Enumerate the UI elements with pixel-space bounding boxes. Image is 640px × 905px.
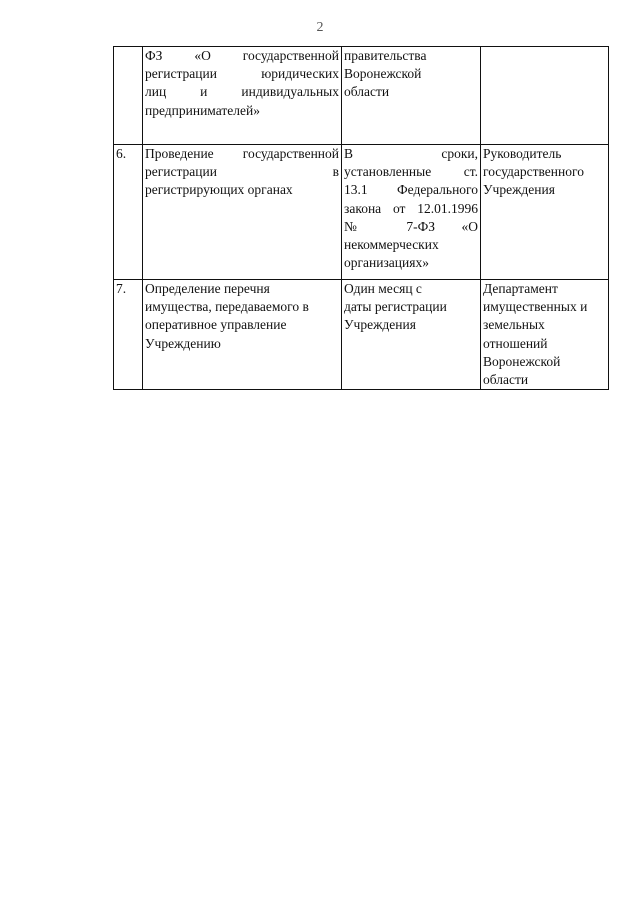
table-row [114, 47, 609, 145]
responsible-line: области [483, 372, 529, 388]
action-line: предпринимателей» [145, 102, 260, 118]
action-line: Учреждению [145, 335, 221, 351]
action-line: Определение перечня [145, 281, 270, 296]
action-cell [143, 47, 342, 145]
responsible-line: Воронежской [483, 353, 561, 369]
action-cell [143, 280, 342, 390]
action-line: регистрации юридических [145, 66, 339, 82]
term-line: Учреждения [344, 317, 416, 333]
responsible-line: Руководитель [483, 146, 562, 161]
term-line: некоммерческих [344, 237, 439, 253]
term-line: организациях» [344, 255, 429, 271]
responsible-line: Департамент [483, 281, 558, 296]
action-line: Проведение государственной [145, 146, 339, 161]
responsible-line: земельных [483, 317, 545, 333]
row-number-cell: 7. [114, 280, 143, 390]
term-line: В сроки, [344, 146, 478, 161]
term-line: даты регистрации [344, 299, 447, 315]
term-line: установленные ст. [344, 164, 478, 180]
term-cell [342, 47, 481, 145]
term-cell [342, 280, 481, 390]
term-line: правительства [344, 48, 427, 63]
action-line: регистрирующих органах [145, 182, 293, 198]
term-cell [342, 145, 481, 280]
action-line: имущества, передаваемого в [145, 299, 309, 315]
term-line: области [344, 84, 390, 100]
action-line: лиц и индивидуальных [145, 84, 339, 100]
action-cell [143, 145, 342, 280]
page-number: 2 [316, 20, 324, 35]
responsible-line: имущественных и [483, 299, 588, 315]
action-line: регистрации в [145, 164, 339, 180]
table-row [114, 145, 609, 280]
term-line: Один месяц с [344, 281, 422, 296]
term-line: 13.1 Федерального [344, 182, 478, 198]
responsible-line: Учреждения [483, 182, 555, 198]
term-line: закона от 12.01.1996 [344, 200, 478, 216]
row-number-cell [114, 47, 143, 145]
responsible-cell [481, 280, 609, 390]
action-line: ФЗ «О государственной [145, 48, 339, 63]
table-row [114, 280, 609, 390]
responsible-line: государственного [483, 164, 584, 180]
row-number-cell: 6. [114, 145, 143, 280]
term-line: № 7-ФЗ «О [344, 218, 478, 234]
responsible-cell [481, 47, 609, 145]
responsible-line: отношений [483, 335, 548, 351]
document-table [113, 46, 609, 390]
term-line: Воронежской [344, 66, 422, 82]
responsible-cell [481, 145, 609, 280]
action-line: оперативное управление [145, 317, 287, 333]
